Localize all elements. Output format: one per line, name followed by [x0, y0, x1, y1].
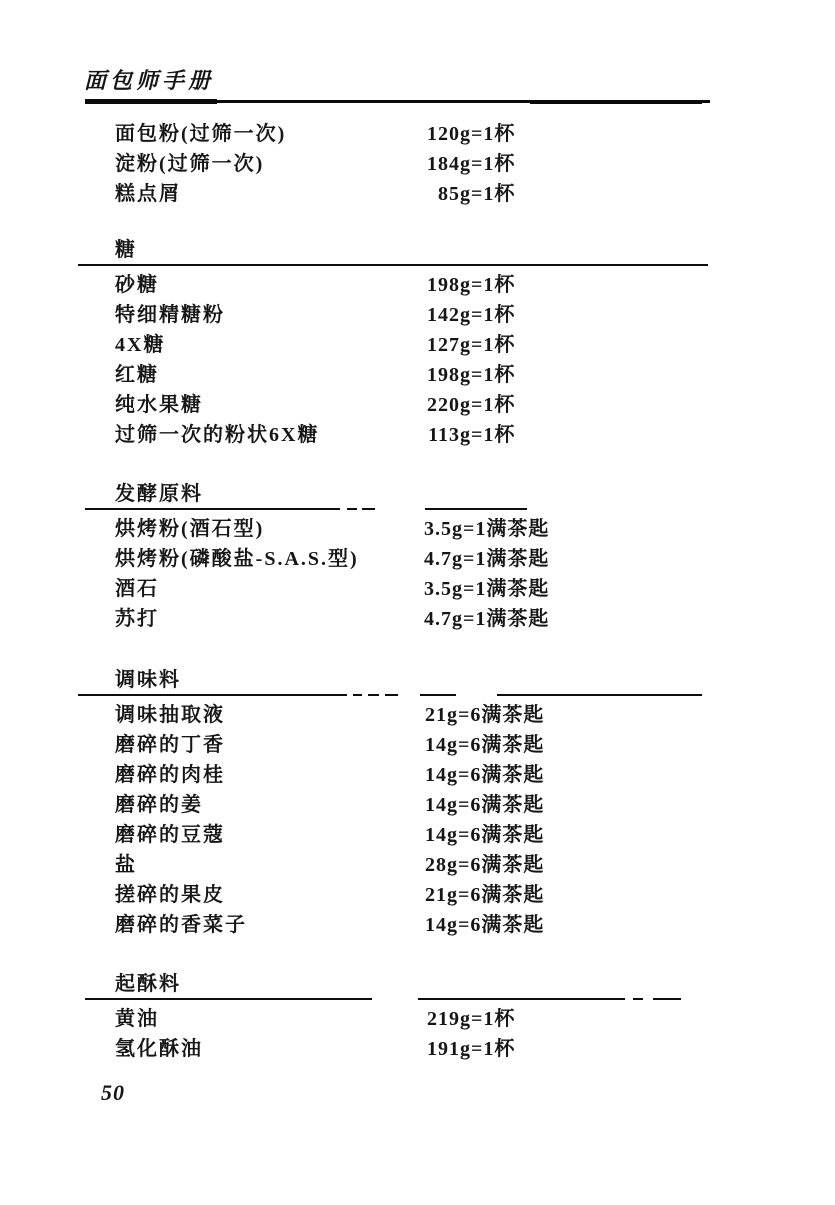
- row-label: 调味抽取液: [115, 704, 225, 726]
- row-label: 过筛一次的粉状6X糖: [115, 424, 320, 446]
- section-shortening: [0, 972, 835, 1064]
- section-sugar: [0, 238, 835, 450]
- value-number: 3.5: [424, 578, 452, 600]
- table-row: [0, 760, 835, 790]
- section-underline: [85, 694, 725, 697]
- rule-segment: [78, 694, 347, 696]
- value-unit: g=1杯: [460, 274, 516, 296]
- value-unit: g=6满茶匙: [447, 854, 545, 876]
- row-label: 磨碎的丁香: [115, 734, 225, 756]
- value-number: 220: [427, 394, 460, 416]
- row-label: 烘烤粉(酒石型): [115, 518, 265, 540]
- table-row: [0, 910, 835, 940]
- rule-segment: [385, 694, 398, 696]
- rule-segment: [362, 508, 375, 510]
- value-unit: g=6满茶匙: [447, 914, 545, 936]
- section-title: 调味料: [115, 669, 181, 691]
- row-label: 磨碎的姜: [115, 794, 203, 816]
- row-value: [423, 544, 549, 574]
- header-rule: [85, 100, 710, 103]
- table-row: [0, 390, 835, 420]
- row-value: [423, 820, 544, 850]
- section-title: 糖: [115, 239, 137, 261]
- rule-segment: [353, 694, 362, 696]
- table-row: [0, 820, 835, 850]
- rule-segment: [85, 998, 372, 1000]
- value-number: 21: [425, 704, 447, 726]
- value-number: 198: [427, 274, 460, 296]
- value-number: 142: [427, 304, 460, 326]
- value-unit: g=1满茶匙: [452, 518, 550, 540]
- row-label: 苏打: [115, 608, 159, 630]
- table-row: [0, 179, 835, 209]
- value-number: 14: [425, 794, 447, 816]
- table-row: [0, 1034, 835, 1064]
- value-number: 3.5: [424, 518, 452, 540]
- value-number: 120: [427, 123, 460, 145]
- value-unit: g=1杯: [460, 1008, 516, 1030]
- row-value: [423, 300, 515, 330]
- section-rows: [0, 514, 835, 634]
- row-label: 酒石: [115, 578, 159, 600]
- table-row: [0, 700, 835, 730]
- value-unit: g=1杯: [460, 183, 516, 205]
- row-value: [423, 390, 515, 420]
- value-number: 14: [425, 764, 447, 786]
- row-value: [423, 880, 544, 910]
- rule-segment: [497, 694, 702, 696]
- row-value: [423, 1034, 515, 1064]
- rule-segment: [633, 998, 643, 1000]
- rule-segment: [653, 998, 681, 1000]
- value-unit: g=1杯: [460, 394, 516, 416]
- row-label: 纯水果糖: [115, 394, 203, 416]
- row-value: [423, 330, 515, 360]
- row-value: [423, 270, 515, 300]
- row-value: [423, 420, 515, 450]
- value-number: 198: [427, 364, 460, 386]
- rule-segment: [78, 264, 708, 266]
- rule-segment: [420, 694, 456, 696]
- row-label: 烘烤粉(磷酸盐-S.A.S.型): [115, 548, 359, 570]
- table-row: [0, 420, 835, 450]
- row-label: 4X糖: [115, 334, 166, 356]
- section-flour-continued: [0, 119, 835, 209]
- row-value: [423, 850, 544, 880]
- row-value: [423, 179, 515, 209]
- page-number: 50: [101, 1080, 125, 1105]
- row-value: [423, 700, 544, 730]
- value-number: 184: [427, 153, 460, 175]
- row-value: [423, 1004, 515, 1034]
- row-label: 磨碎的香菜子: [115, 914, 247, 936]
- value-number: 14: [425, 914, 447, 936]
- row-label: 特细精糖粉: [115, 304, 225, 326]
- value-unit: g=6满茶匙: [447, 794, 545, 816]
- row-value: [423, 119, 515, 149]
- value-unit: g=1满茶匙: [452, 608, 550, 630]
- value-number: 4.7: [424, 608, 452, 630]
- value-unit: g=1满茶匙: [452, 578, 550, 600]
- section-seasonings: [0, 668, 835, 940]
- value-unit: g=1杯: [460, 153, 516, 175]
- section-leavening: [0, 482, 835, 634]
- value-number: 14: [425, 824, 447, 846]
- running-head-title: 面包师手册: [84, 68, 215, 93]
- row-value: [423, 790, 544, 820]
- table-row: [0, 574, 835, 604]
- value-unit: g=6满茶匙: [447, 704, 545, 726]
- row-value: [423, 760, 544, 790]
- table-row: [0, 300, 835, 330]
- table-row: [0, 330, 835, 360]
- section-underline: [85, 998, 725, 1001]
- value-unit: g=1满茶匙: [452, 548, 550, 570]
- value-unit: g=1杯: [460, 424, 516, 446]
- row-label: 磨碎的肉桂: [115, 764, 225, 786]
- row-value: [423, 149, 515, 179]
- table-row: [0, 544, 835, 574]
- table-row: [0, 604, 835, 634]
- table-row: [0, 514, 835, 544]
- table-row: [0, 790, 835, 820]
- table-row: [0, 119, 835, 149]
- rule-segment: [85, 508, 340, 510]
- table-row: [0, 1004, 835, 1034]
- value-number: 113: [428, 424, 460, 446]
- table-row: [0, 360, 835, 390]
- table-row: [0, 850, 835, 880]
- row-label: 糕点屑: [115, 183, 181, 205]
- table-row: [0, 149, 835, 179]
- value-unit: g=1杯: [460, 123, 516, 145]
- row-label: 黄油: [115, 1008, 159, 1030]
- row-label: 氢化酥油: [115, 1038, 203, 1060]
- row-label: 搓碎的果皮: [115, 884, 225, 906]
- value-unit: g=1杯: [460, 1038, 516, 1060]
- value-unit: g=1杯: [460, 364, 516, 386]
- row-value: [423, 360, 515, 390]
- row-value: [423, 910, 544, 940]
- value-number: 28: [425, 854, 447, 876]
- row-label: 红糖: [115, 364, 159, 386]
- value-unit: g=6满茶匙: [447, 824, 545, 846]
- table-row: [0, 730, 835, 760]
- rule-segment: [418, 998, 625, 1000]
- value-number: 191: [427, 1038, 460, 1060]
- value-unit: g=6满茶匙: [447, 764, 545, 786]
- section-title: 发酵原料: [115, 483, 203, 505]
- row-label: 磨碎的豆蔻: [115, 824, 225, 846]
- value-unit: g=1杯: [460, 334, 516, 356]
- value-unit: g=1杯: [460, 304, 516, 326]
- value-unit: g=6满茶匙: [447, 884, 545, 906]
- section-rows: [0, 270, 835, 450]
- table-row: [0, 270, 835, 300]
- section-title: 起酥料: [115, 973, 181, 995]
- row-value: [423, 574, 549, 604]
- row-label: 盐: [115, 854, 137, 876]
- rule-segment: [425, 508, 527, 510]
- table-row: [0, 880, 835, 910]
- section-rows: [0, 119, 835, 209]
- value-number: 21: [425, 884, 447, 906]
- row-value: [423, 730, 544, 760]
- row-value: [423, 604, 549, 634]
- rule-segment: [347, 508, 357, 510]
- section-underline: [85, 508, 725, 511]
- row-value: [423, 514, 549, 544]
- value-number: 4.7: [424, 548, 452, 570]
- row-label: 淀粉(过筛一次): [115, 153, 265, 175]
- section-rows: [0, 1004, 835, 1064]
- section-underline: [85, 264, 725, 267]
- rule-segment: [368, 694, 379, 696]
- value-number: 85: [438, 183, 460, 205]
- value-number: 127: [427, 334, 460, 356]
- value-unit: g=6满茶匙: [447, 734, 545, 756]
- section-rows: [0, 700, 835, 940]
- row-label: 面包粉(过筛一次): [115, 123, 287, 145]
- value-number: 219: [427, 1008, 460, 1030]
- value-number: 14: [425, 734, 447, 756]
- row-label: 砂糖: [115, 274, 159, 296]
